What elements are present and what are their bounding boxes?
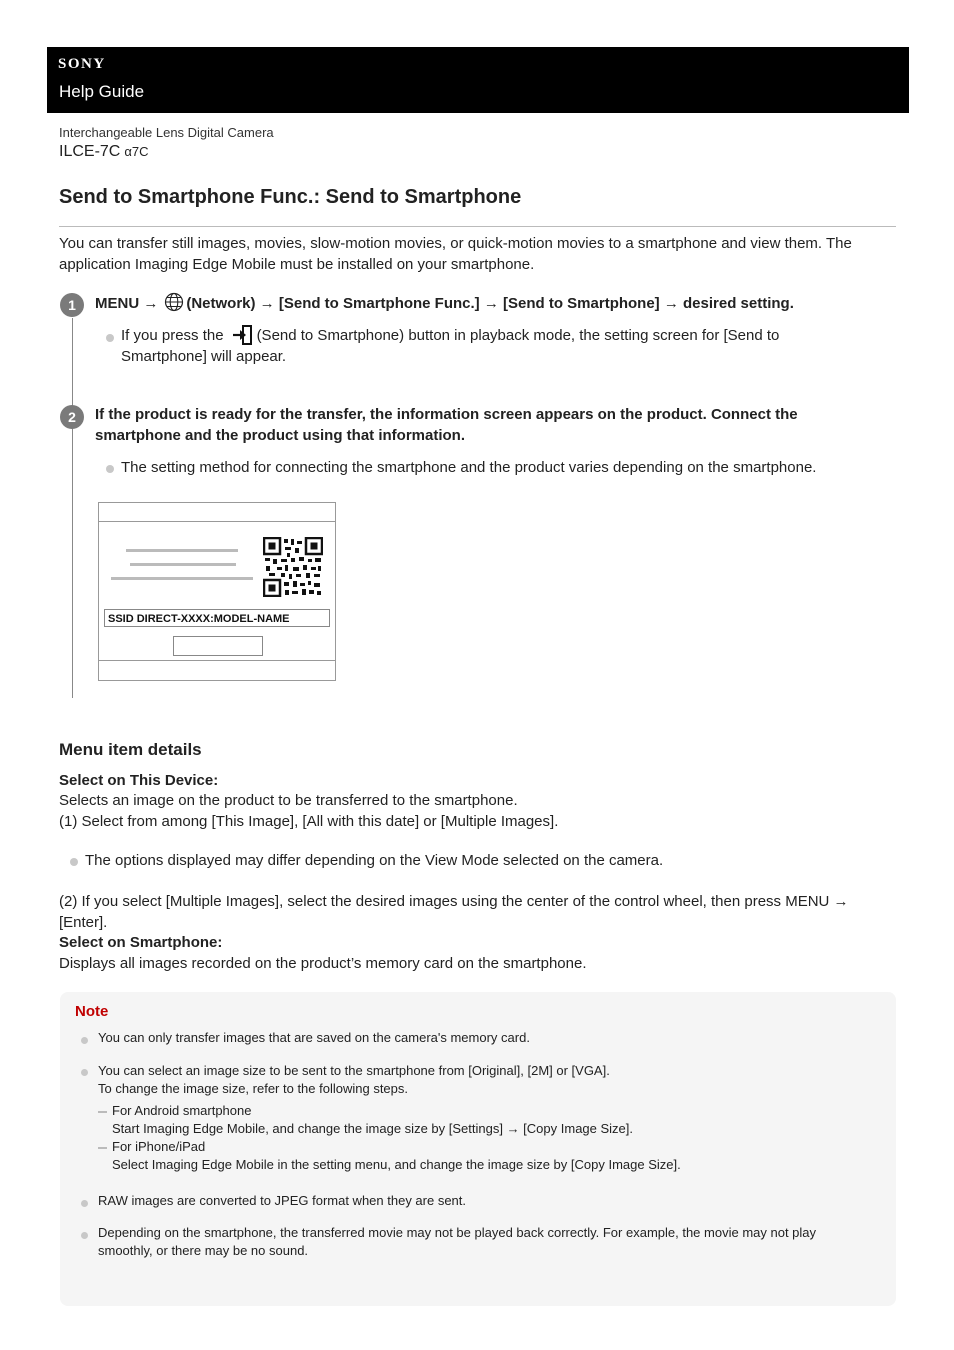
page-title: Send to Smartphone Func.: Send to Smartphone — [59, 186, 522, 208]
note-item-4-line2: smoothly, or there may be no sound. — [98, 1243, 309, 1258]
dash-marker — [98, 1111, 107, 1113]
android-desc: Start Imaging Edge Mobile, and change the image size by [Settings] → [Copy Image Size]. — [112, 1121, 634, 1136]
bullet-dot — [81, 1069, 88, 1076]
menu-details-title: Menu item details — [59, 740, 202, 759]
select-on-device-label: Select on This Device: — [59, 772, 219, 789]
note-item-3: RAW images are converted to JPEG format when they are sent. — [98, 1193, 467, 1208]
step-1-bullet-line2: Smartphone] will appear. — [121, 348, 287, 365]
step-1-bullet-end: (Send to Smartphone) button in playback mode, the setting screen for [Send to — [256, 327, 780, 344]
select-on-device-desc: Selects an image on the product to be transferred to the smartphone. — [59, 792, 518, 809]
step-1-bullet-start: If you press the — [121, 327, 224, 344]
bullet-dot — [106, 334, 114, 342]
screen-button-placeholder — [173, 636, 263, 656]
product-type: Interchangeable Lens Digital Camera — [59, 125, 274, 140]
note-item-1: You can only transfer images that are saved on the camera's memory card. — [98, 1030, 530, 1045]
select-step-2-line2: [Enter]. — [59, 914, 108, 931]
select-on-smartphone-label: Select on Smartphone: — [59, 934, 223, 951]
screen-text-line — [126, 549, 238, 552]
screen-text-line — [130, 563, 236, 566]
step-1-text — [95, 292, 875, 318]
steps-timeline — [72, 318, 73, 698]
step-1-text-end: (Network) → [Send to Smartphone Func.] → [Send to Smartphone] → desired setting. — [186, 295, 794, 312]
camera-screen-illustration — [98, 502, 336, 681]
help-guide-link[interactable]: Help Guide — [59, 82, 145, 101]
bullet-dot — [106, 465, 114, 473]
network-globe-icon — [164, 292, 184, 318]
iphone-label: For iPhone/iPad — [112, 1139, 206, 1154]
step-2-bullet: The setting method for connecting the smartphone and the product varies depending on the smartphone. — [121, 459, 817, 476]
bullet-dot — [70, 858, 78, 866]
dash-marker — [98, 1147, 107, 1149]
model-alt-name: α7C — [124, 144, 149, 159]
screen-bottom-divider — [99, 660, 335, 661]
bullet-dot — [81, 1232, 88, 1239]
title-divider — [59, 226, 896, 227]
select-on-smartphone-desc: Displays all images recorded on the product’s memory card on the smartphone. — [59, 955, 587, 972]
select-step-2-line1: (2) If you select [Multiple Images], select the desired images using the center of the control wheel, then press MENU → — [59, 893, 849, 910]
bullet-dot — [81, 1037, 88, 1044]
intro-paragraph: You can transfer still images, movies, slow-motion movies, or quick-motion movies to a smartphone and view them. The application Imaging Edge Mobile must be installed on your smartphone. — [59, 235, 852, 273]
step-1-text-start: MENU → — [95, 295, 159, 312]
note-title: Note — [75, 1003, 109, 1020]
sony-logo: SONY — [58, 56, 106, 72]
android-label: For Android smartphone — [112, 1103, 252, 1118]
view-mode-bullet: The options displayed may differ depending on the View Mode selected on the camera. — [85, 852, 664, 869]
note-item-4-line1: Depending on the smartphone, the transferred movie may not be played back correctly. For example, the movie may not play — [98, 1225, 817, 1240]
model-number: ILCE-7C — [59, 143, 121, 160]
note-item-2-line2: To change the image size, refer to the following steps. — [98, 1081, 409, 1096]
ssid-label: SSID DIRECT-XXXX:MODEL-NAME — [104, 609, 330, 627]
note-item-2-line1: You can select an image size to be sent to the smartphone from [Original], [2M] or [VGA]. — [98, 1063, 610, 1078]
select-step-1: (1) Select from among [This Image], [All with this date] or [Multiple Images]. — [59, 813, 559, 830]
step-1-number: 1 — [60, 293, 84, 317]
qr-code-icon — [263, 537, 323, 602]
iphone-desc: Select Imaging Edge Mobile in the setting menu, and change the image size by [Copy Image Size]. — [112, 1157, 681, 1172]
screen-top-divider — [99, 521, 335, 522]
header-bar — [47, 47, 909, 113]
model-name — [59, 143, 149, 161]
step-2-text-line1: If the product is ready for the transfer, the information screen appears on the product. Connect the — [95, 406, 798, 423]
screen-text-line — [111, 577, 253, 580]
step-2-number: 2 — [60, 405, 84, 429]
step-2-text-line2: smartphone and the product using that information. — [95, 427, 465, 444]
note-box — [60, 992, 896, 1306]
bullet-dot — [81, 1200, 88, 1207]
